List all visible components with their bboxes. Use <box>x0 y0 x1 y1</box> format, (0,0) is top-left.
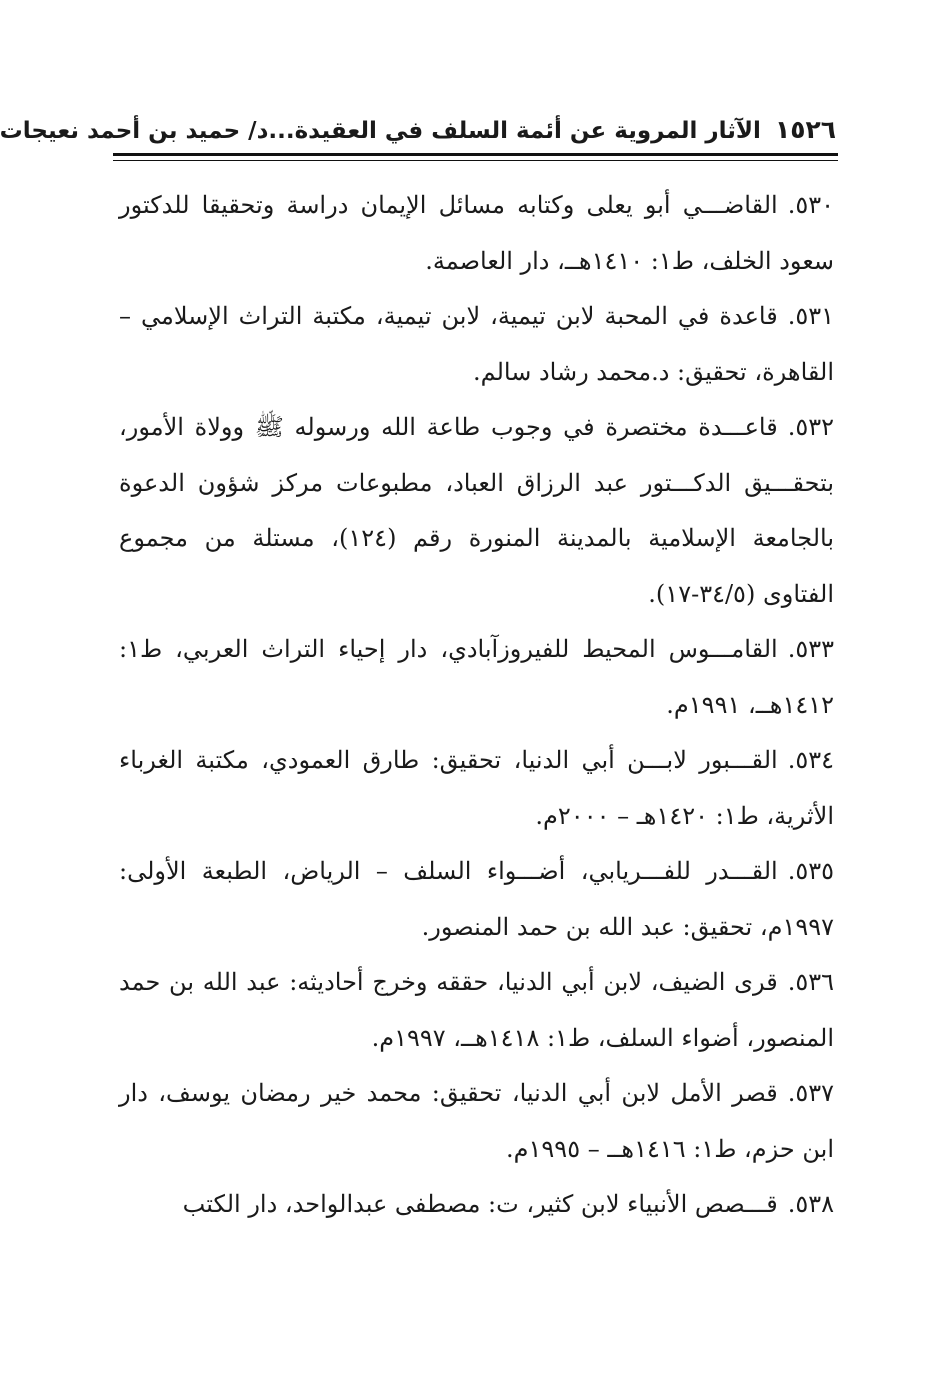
header-rule-thin <box>113 160 838 161</box>
entry-text: قاعـــدة مختصرة في وجوب طاعة الله ورسوله ﷺ وولاة الأمور، بتحقـــيق الدكـــتور عبد الرزاق العباد، مطبوعات مركز شؤون الدعوة بالجامعة الإسلامية بالمدينة المنورة رقم (١٢٤)، مستلة من مجموع الفتاوى (٣٤/٥-١٧). <box>119 413 834 608</box>
entry-text: قصر الأمل لابن أبي الدنيا، تحقيق: محمد خير رمضان يوسف، دار ابن حزم، ط١: ١٤١٦هــ – ١٩٩٥م. <box>119 1079 834 1163</box>
entry-number: ٥٣١. <box>787 302 834 330</box>
bibliography-entry-536 <box>119 955 834 1066</box>
entry-text: القـــدر للفـــريابي، أضـــواء السلف – الرياض، الطبعة الأولى: ١٩٩٧م، تحقيق: عبد الله بن حمد المنصور. <box>119 857 834 941</box>
entry-text: قرى الضيف، لابن أبي الدنيا، حققه وخرج أحاديثه: عبد الله بن حمد المنصور، أضواء السلف، ط١: ١٤١٨هــ، ١٩٩٧م. <box>119 968 834 1052</box>
entry-number: ٥٣٧. <box>787 1079 834 1107</box>
bibliography-entry-531 <box>119 289 834 400</box>
header-title: الآثار المروية عن أئمة السلف في العقيدة...د/ حميد بن أحمد نعيجات <box>0 118 761 144</box>
page-number: ١٥٢٦ <box>774 115 836 144</box>
bibliography-entry-538 <box>119 1177 834 1233</box>
entry-number: ٥٣٨. <box>787 1190 834 1218</box>
entry-number: ٥٣٢. <box>787 413 834 441</box>
running-header <box>0 112 836 148</box>
entry-number: ٥٣٦. <box>787 968 834 996</box>
entry-text: قـــصص الأنبياء لابن كثير، ت: مصطفى عبدالواحد، دار الكتب <box>182 1190 778 1218</box>
bibliography-entry-534 <box>119 733 834 844</box>
bibliography-entry-532 <box>119 400 834 622</box>
entry-text: قاعدة في المحبة لابن تيمية، لابن تيمية، مكتبة التراث الإسلامي – القاهرة، تحقيق: د.محمد رشاد سالم. <box>119 302 834 386</box>
bibliography-entry-533 <box>119 622 834 733</box>
entry-number: ٥٣٥. <box>787 857 834 885</box>
bibliography-entry-530 <box>119 178 834 289</box>
bibliography-list <box>119 178 834 1233</box>
entry-number: ٥٣٤. <box>787 746 834 774</box>
bibliography-entry-535 <box>119 844 834 955</box>
entry-text: القـــبور لابـــن أبي الدنيا، تحقيق: طارق العمودي، مكتبة الغرباء الأثرية، ط١: ١٤٢٠هـ – ٢٠٠٠م. <box>119 746 834 830</box>
bibliography-entry-537 <box>119 1066 834 1177</box>
entry-text: القامـــوس المحيط للفيروزآبادي، دار إحياء التراث العربي، ط١: ١٤١٢هــ، ١٩٩١م. <box>119 635 834 719</box>
entry-number: ٥٣٣. <box>787 635 834 663</box>
entry-text: القاضـــي أبو يعلى وكتابه مسائل الإيمان دراسة وتحقيقا للدكتور سعود الخلف، ط١: ١٤١٠هــ، دار العاصمة. <box>119 191 834 275</box>
header-rule-thick <box>113 153 838 156</box>
entry-number: ٥٣٠. <box>787 191 834 219</box>
